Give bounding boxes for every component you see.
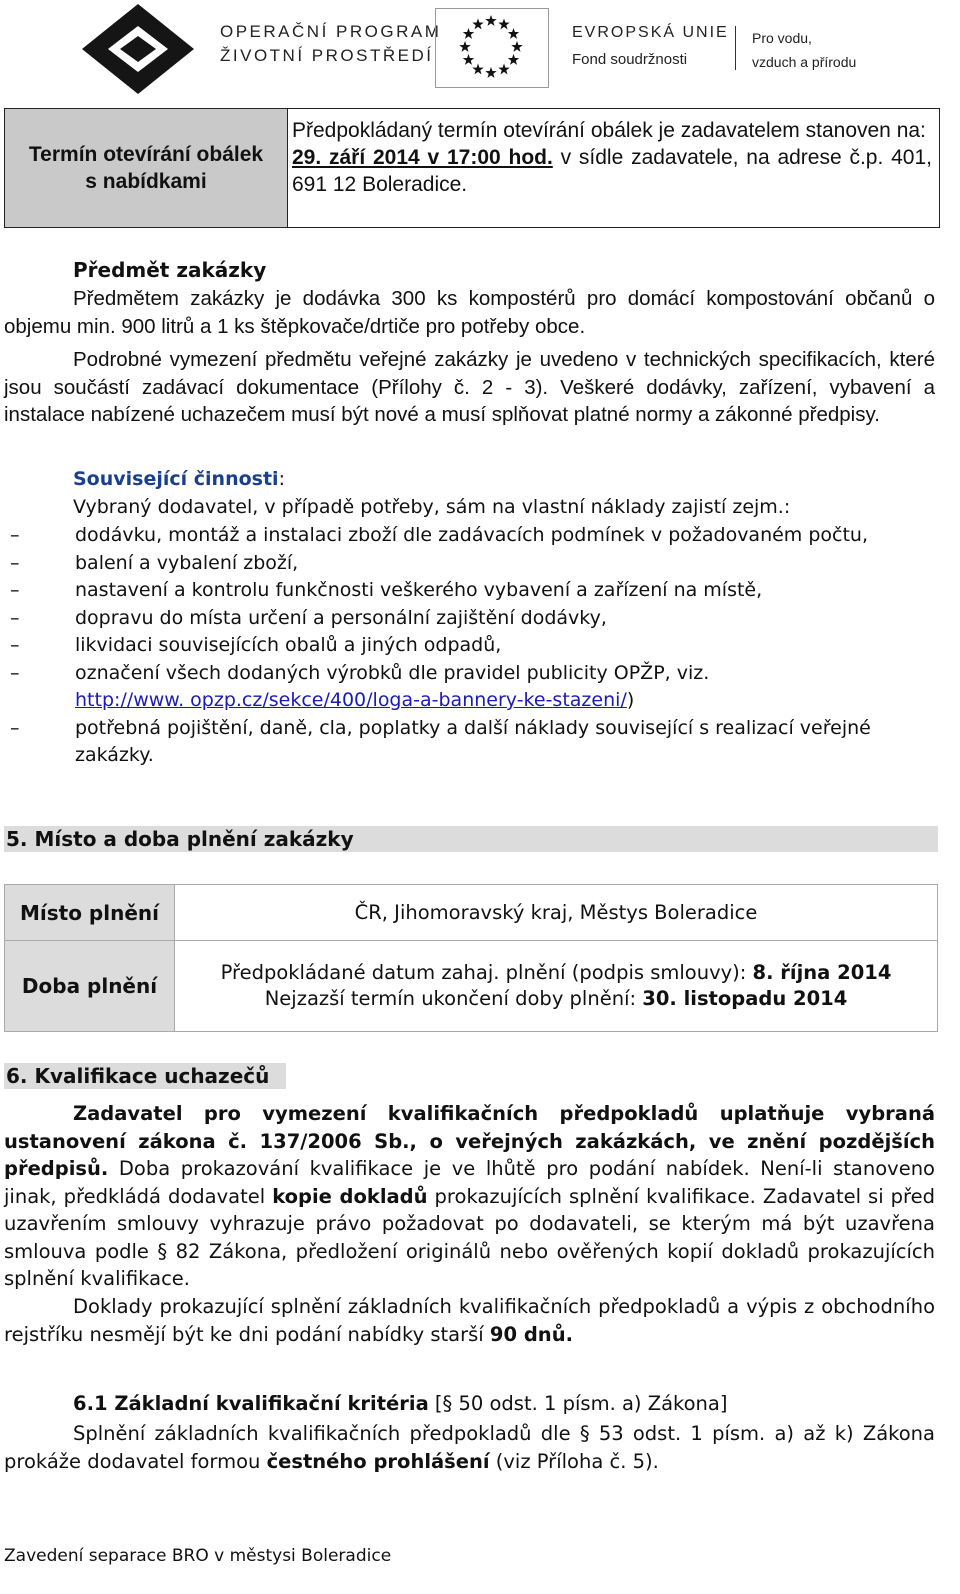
list-item bbox=[4, 577, 934, 605]
op-program-name bbox=[220, 20, 441, 68]
eu-star bbox=[485, 15, 496, 26]
list-item bbox=[4, 660, 934, 715]
section-5-title: 5. Místo a doba plnění zakázky bbox=[4, 826, 938, 852]
page-footer: Zavedení separace BRO v městysi Boleradice bbox=[4, 1546, 392, 1566]
list-item bbox=[4, 715, 934, 770]
section-6-paragraph-1 bbox=[4, 1100, 935, 1293]
eu-star bbox=[508, 28, 519, 39]
end-date: 30. listopadu 2014 bbox=[642, 987, 848, 1010]
eu-star bbox=[472, 18, 483, 29]
related-heading bbox=[73, 468, 285, 490]
eu-star bbox=[511, 41, 522, 52]
section-61-title: 6.1 Základní kvalifikační kritéria bbox=[73, 1392, 429, 1415]
section-61-ref: [§ 50 odst. 1 písm. a) Zákona] bbox=[428, 1392, 728, 1415]
start-text: Předpokládané datum zahaj. plnění (podpis smlouvy): bbox=[220, 961, 753, 984]
op-line-2: ŽIVOTNÍ PROSTŘEDÍ bbox=[220, 46, 434, 65]
list-item-text: nastavení a kontrolu funkčnosti veškerého vybavení a zařízení na místě, bbox=[75, 579, 763, 601]
publicity-link[interactable]: http://www. opzp.cz/sekce/400/loga-a-bannery-ke-stazeni/ bbox=[75, 689, 627, 711]
section-61-bold: čestného prohlášení bbox=[266, 1449, 490, 1473]
section-6-title: 6. Kvalifikace uchazečů bbox=[4, 1063, 286, 1089]
time-label: Doba plnění bbox=[5, 941, 175, 1031]
section-6-paragraph-2 bbox=[4, 1293, 935, 1348]
dash-icon: – bbox=[10, 661, 20, 684]
end-line bbox=[265, 986, 848, 1012]
section-6-bold-2: kopie dokladů bbox=[272, 1184, 428, 1208]
opening-label-text: Termín otevírání obálek s nabídkami bbox=[28, 143, 264, 193]
section-61-paragraph bbox=[4, 1420, 935, 1475]
eu-title: EVROPSKÁ UNIE bbox=[572, 24, 729, 41]
eu-star bbox=[463, 28, 474, 39]
opening-label bbox=[5, 109, 288, 227]
subject-paragraph-2: Podrobné vymezení předmětu veřejné zakázky je uvedeno v technických specifikacích, které jsou součástí zadávací dokumentace (Přílohy č. 2 - 3). Veškeré dodávky, zařízení, vybavení a instalace nabízené uchazečem musí být nové a musí splňovat platné normy a zákonné předpisy. bbox=[4, 348, 935, 426]
eu-star bbox=[463, 54, 474, 65]
list-item bbox=[4, 522, 934, 550]
eu-subtitle: Fond soudržnosti bbox=[572, 51, 688, 68]
dash-icon: – bbox=[10, 716, 20, 739]
place-time-table bbox=[4, 884, 938, 1032]
related-heading-text: Související činnosti bbox=[73, 468, 279, 490]
list-item-text: dopravu do místa určení a personální zajištění dodávky, bbox=[75, 606, 607, 629]
dash-icon: – bbox=[10, 634, 20, 656]
eu-star bbox=[498, 64, 509, 75]
time-value bbox=[175, 941, 937, 1031]
start-line bbox=[221, 960, 892, 986]
opening-date: 29. září 2014 v 17:00 hod. bbox=[292, 146, 553, 169]
section-61-text-2: (viz Příloha č. 5). bbox=[489, 1449, 659, 1473]
eu-slogan bbox=[752, 26, 856, 74]
place-value: ČR, Jihomoravský kraj, Městys Boleradice bbox=[354, 900, 758, 924]
opzp-logo bbox=[82, 4, 194, 94]
related-list bbox=[4, 522, 934, 770]
opening-table bbox=[4, 108, 940, 228]
list-item-text: označení všech dodaných výrobků dle pravidel publicity OPŽP, viz. bbox=[75, 661, 710, 684]
link-close: ) bbox=[626, 689, 635, 711]
slogan-line-2: vzduch a přírodu bbox=[752, 54, 857, 70]
subject-paragraph-1: Předmětem zakázky je dodávka 300 ks kompostérů pro domácí kompostování občanů o objemu min. 900 litrů a 1 ks štěpkovače/drtiče pro potřeby obce. bbox=[4, 287, 935, 338]
dash-icon: – bbox=[10, 524, 20, 546]
eu-star bbox=[472, 64, 483, 75]
section-6-text-1: Doba prokazování kvalifikace je ve lhůtě pro podání nabídek. Není-li stanoveno jinak, předkládá dodavatel bbox=[4, 1157, 935, 1208]
end-text: Nejzazší termín ukončení doby plnění: bbox=[264, 987, 643, 1010]
related-intro: Vybraný dodavatel, v případě potřeby, sám na vlastní náklady zajistí zejm.: bbox=[73, 496, 791, 518]
list-item bbox=[4, 605, 934, 633]
eu-star bbox=[459, 41, 470, 52]
header-divider bbox=[735, 26, 736, 70]
section-6-text-2: prokazujících splnění kvalifikace. Zadavatel si před uzavřením smlouvy vyhrazuje právo požadovat po dodavateli, se kterým má být uzavřena smlouva podle § 82 Zákona, předložení originálů nebo ověřených kopií dokladů prokazujících splnění kvalifikace. bbox=[4, 1184, 935, 1290]
list-item bbox=[4, 550, 934, 578]
subject-heading: Předmět zakázky bbox=[73, 258, 267, 282]
eu-star bbox=[498, 18, 509, 29]
opening-value bbox=[292, 117, 932, 198]
eu-star bbox=[485, 67, 496, 78]
eu-star bbox=[508, 54, 519, 65]
eu-flag-icon bbox=[435, 8, 549, 88]
list-item-text: balení a vybalení zboží, bbox=[75, 551, 299, 574]
section-6-p2-bold: 90 dnů. bbox=[489, 1322, 573, 1346]
list-item-text: potřebná pojištění, daně, cla, poplatky a další náklady související s realizací veřejné zakázky. bbox=[75, 716, 871, 766]
dash-icon: – bbox=[10, 551, 20, 574]
list-item-text: dodávku, montáž a instalaci zboží dle zadávacích podmínek v požadovaném počtu, bbox=[75, 524, 869, 546]
section-61-text-1: Splnění základních kvalifikačních předpokladů dle § 53 odst. 1 písm. a) až k) Zákona prokáže dodavatel formou bbox=[4, 1422, 935, 1473]
related-colon: : bbox=[278, 468, 285, 490]
opening-text-2: v sídle zadavatele, na adrese č.p. 401, 691 12 Boleradice. bbox=[292, 146, 932, 196]
list-item-text: likvidaci souvisejících obalů a jiných odpadů, bbox=[75, 634, 502, 656]
section-6-bold-1: Zadavatel pro vymezení kvalifikačních předpokladů uplatňuje vybraná ustanovení zákona č. 137/2006 Sb., o veřejných zakázkách, ve znění pozdějších předpisů. bbox=[4, 1102, 935, 1180]
start-date: 8. října 2014 bbox=[752, 961, 892, 984]
section-61-heading bbox=[73, 1392, 727, 1415]
section-6-p2-text: Doklady prokazující splnění základních kvalifikačních předpokladů a výpis z obchodního rejstříku nesmějí být ke dni podání nabídky starší bbox=[4, 1295, 935, 1346]
list-item bbox=[4, 632, 934, 660]
opening-text-1: Předpokládaný termín otevírání obálek je zadavatelem stanoven na: bbox=[292, 119, 926, 142]
slogan-line-1: Pro vodu, bbox=[752, 30, 812, 46]
place-label: Místo plnění bbox=[5, 885, 175, 940]
dash-icon: – bbox=[10, 606, 20, 629]
op-line-1: OPERAČNÍ PROGRAM bbox=[220, 22, 442, 41]
dash-icon: – bbox=[10, 579, 20, 601]
